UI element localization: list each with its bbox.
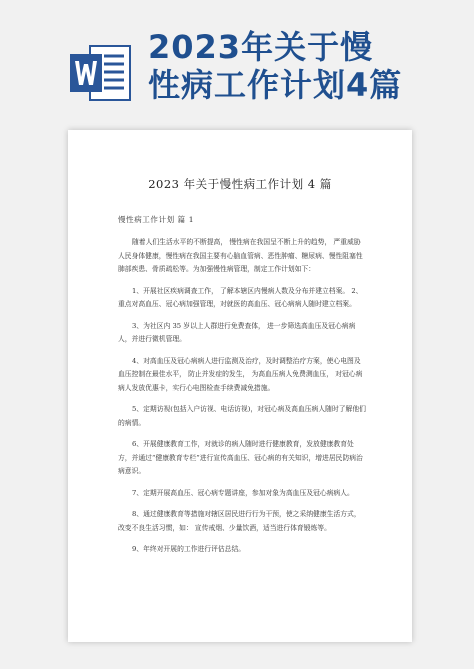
paragraph: 9、年终对开展的工作进行评估总结。 bbox=[132, 545, 246, 553]
banner-title bbox=[148, 28, 448, 104]
document-title: 2023 年关于慢性病工作计划 4 篇 bbox=[148, 177, 332, 191]
paragraph: 5、定期访视(包括入户访视、电话访视)，对冠心病及高血压病人随时了解他们的病情。 bbox=[118, 405, 366, 427]
document-subtitle: 慢性病工作计划 篇 1 bbox=[118, 215, 195, 224]
paragraph: 1、开展社区疾病调查工作， 了解本辖区内慢病人数及分布并建立档案。 2、重点对高血压、冠心病加强管理，对就医的高血压、冠心病病人随时建立档案。 bbox=[118, 286, 363, 308]
paragraph: 7、定期开展高血压、冠心病专题讲座，参加对象为高血压及冠心病病人。 bbox=[132, 488, 354, 497]
document-page bbox=[68, 130, 412, 642]
word-document-icon bbox=[68, 44, 132, 102]
paragraph: 4、对高血压及冠心病病人进行监测及治疗，及时调整治疗方案，使心电图及血压控制在最佳水平， 防止并发症的发生， 为高血压病人免费测血压， 对冠心病病人发放优惠卡，实行心电图检查手续费减免措施。 bbox=[118, 356, 363, 392]
paragraph: 随着人们生活水平的不断提高， 慢性病在我国呈不断上升的趋势， 严重威胁人民身体健康，慢性病在我国主要有心脑血管病、恶性肿瘤、糖尿病、慢性阻塞性肺部疾患、骨质疏松等。为加强慢性病管理，制定工作计划如下： bbox=[118, 238, 363, 273]
paragraph: 3、为社区内 35 岁以上人群进行免费查体， 进一步筛选高血压及冠心病病人，并进行微机管理。 bbox=[118, 321, 356, 343]
paragraph: 8、通过健康教育等措施对辖区居民进行行为干预，使之采纳健康生活方式，改变不良生活习惯，如： 宣传戒烟、少量饮酒，适当进行体育锻炼等。 bbox=[118, 510, 361, 532]
banner-title-line-1: 2023年关于慢 bbox=[148, 28, 374, 66]
paragraph: 6、开展健康教育工作，对就诊的病人随时进行健康教育，发放健康教育处方，并通过“健康教育专栏”进行宣传高血压、冠心病的有关知识，增进居民防病治病意识。 bbox=[118, 440, 363, 475]
header-banner bbox=[0, 0, 474, 130]
banner-title-line-2: 性病工作计划4篇 bbox=[148, 66, 403, 104]
document-body bbox=[118, 236, 366, 565]
